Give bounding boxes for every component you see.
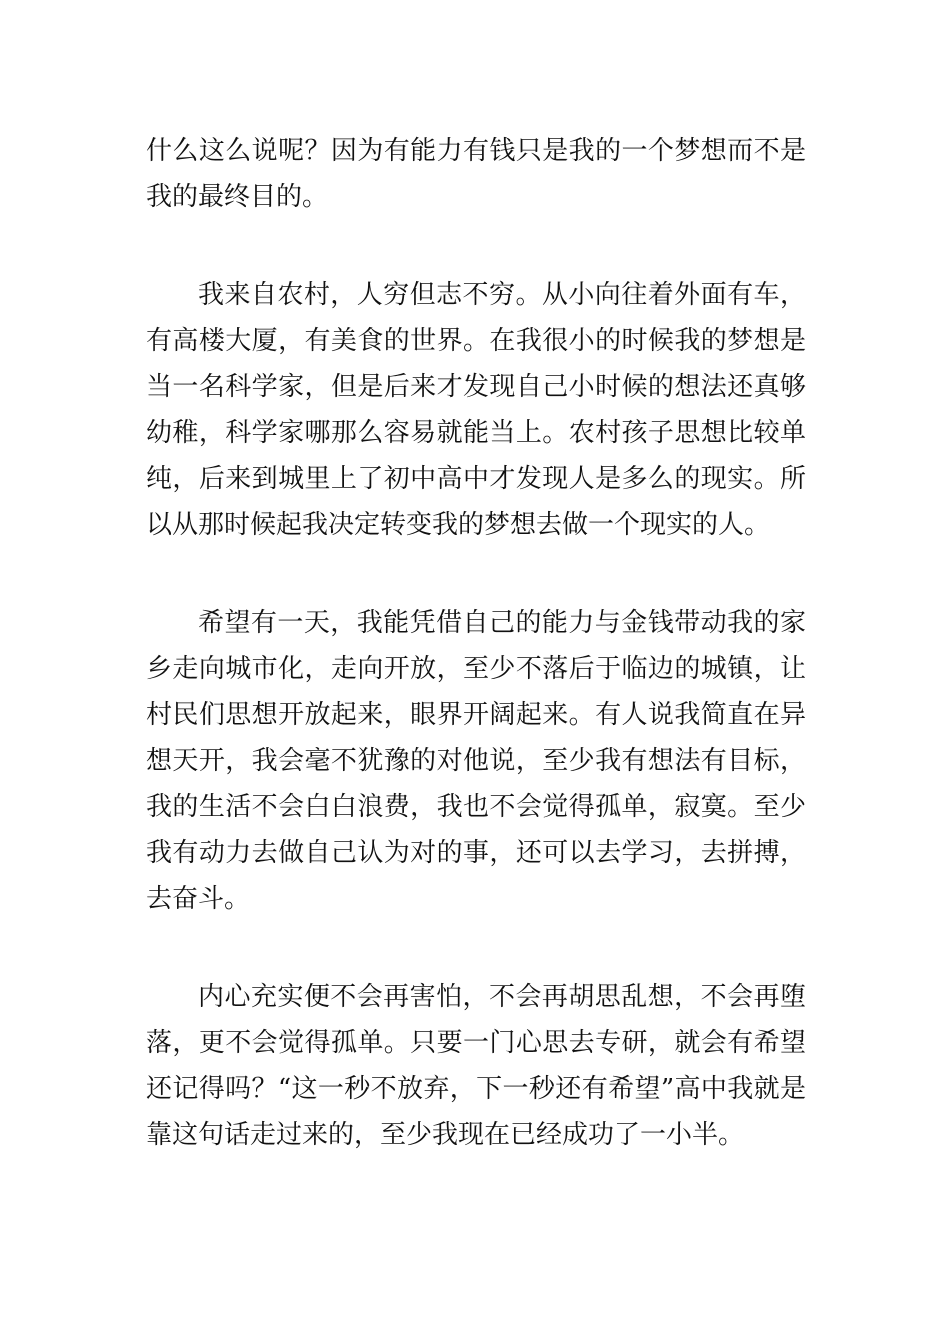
paragraph-1: 什么这么说呢？因为有能力有钱只是我的一个梦想而不是我的最终目的。: [146, 136, 806, 212]
document-body: [146, 128, 806, 1210]
paragraph-2: 我来自农村，人穷但志不穷。从小向往着外面有车，有高楼大厦，有美食的世界。在我很小的时候我的梦想是当一名科学家，但是后来才发现自己小时候的想法还真够幼稚，科学家哪那么容易就能当上。农村孩子思想比较单纯，后来到城里上了初中高中才发现人是多么的现实。所以从那时候起我决定转变我的梦想去做一个现实的人。: [146, 280, 806, 540]
paragraph-4: 内心充实便不会再害怕，不会再胡思乱想，不会再堕落，更不会觉得孤单。只要一门心思去专研，就会有希望还记得吗？“这一秒不放弃，下一秒还有希望”高中我就是靠这句话走过来的，至少我现在已经成功了一小半。: [146, 982, 806, 1150]
paragraph-3: 希望有一天，我能凭借自己的能力与金钱带动我的家乡走向城市化，走向开放，至少不落后于临边的城镇，让村民们思想开放起来，眼界开阔起来。有人说我简直在异想天开，我会毫不犹豫的对他说，至少我有想法有目标，我的生活不会白白浪费，我也不会觉得孤单，寂寞。至少我有动力去做自己认为对的事，还可以去学习，去拼搏，去奋斗。: [146, 608, 806, 914]
